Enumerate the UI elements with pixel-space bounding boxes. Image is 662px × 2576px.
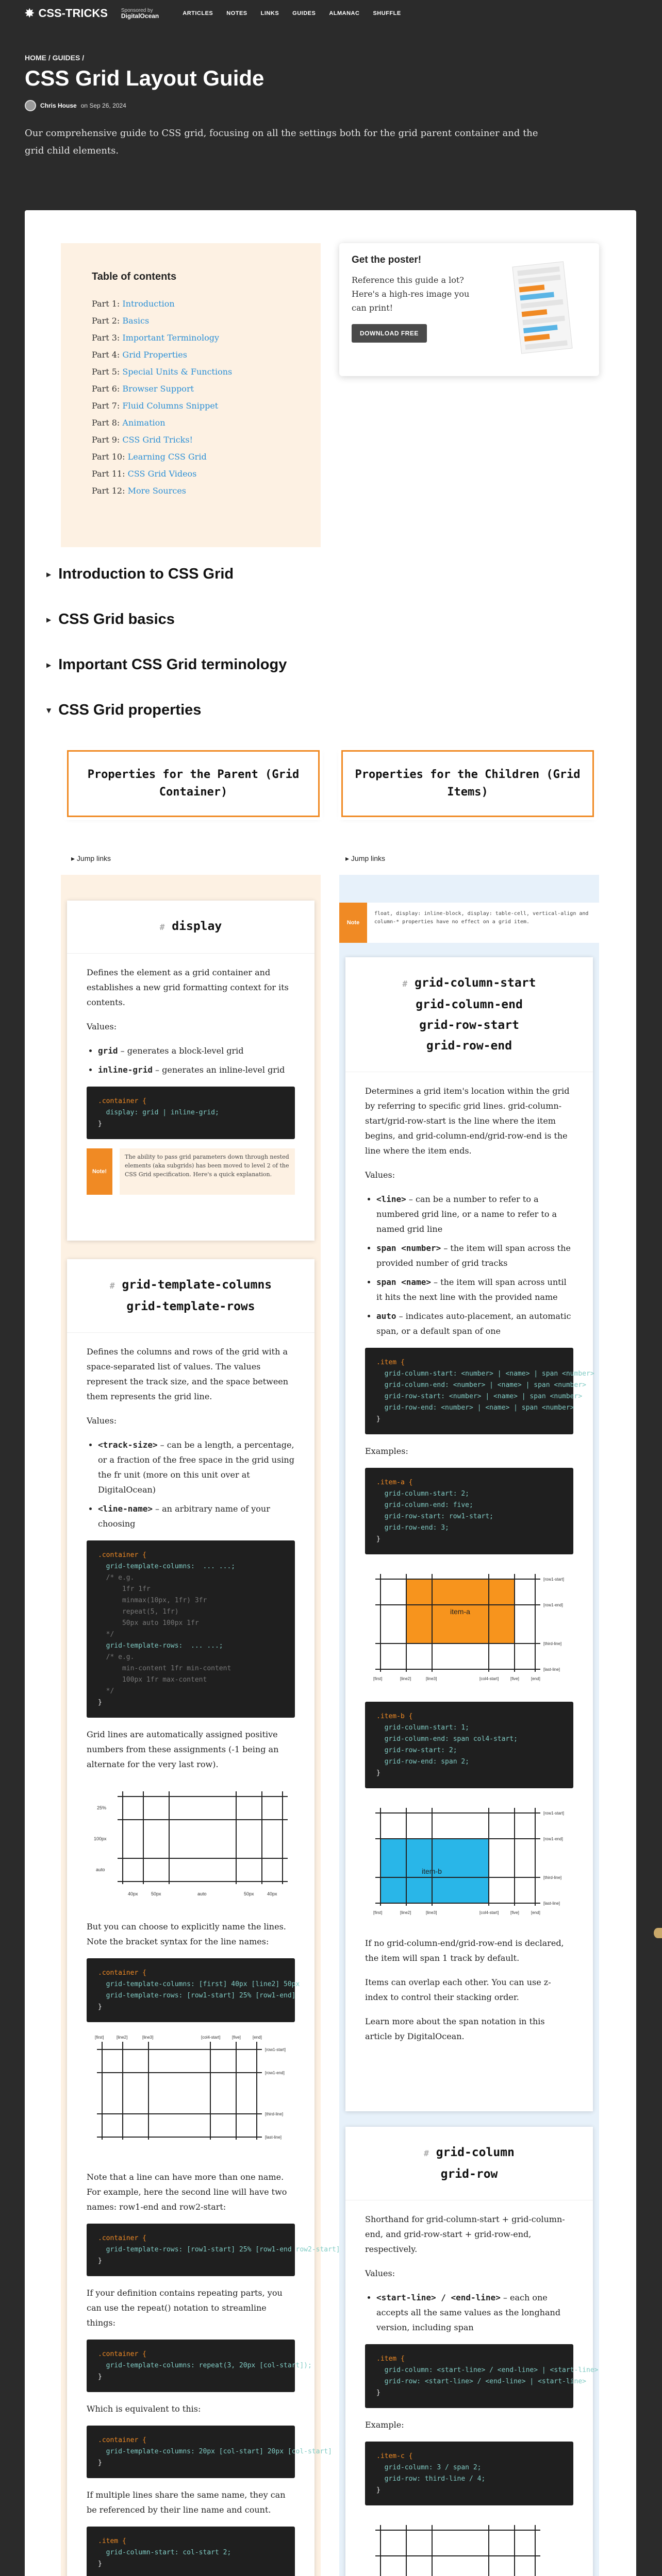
nav-links[interactable]: LINKS: [260, 10, 279, 16]
svg-text:[third-line]: [third-line]: [265, 2112, 284, 2116]
list-item: • <line> – can be a number to refer to a numbered grid line, or a name to refer to a named grid line: [376, 1192, 573, 1236]
list-item: • <line-name> – an arbitrary name of your choosing: [98, 1501, 295, 1531]
list-item: • auto – indicates auto-placement, an automatic span, or a default span of one: [376, 1309, 573, 1338]
svg-text:[col4-start]: [col4-start]: [201, 2035, 221, 2040]
list-item: • <start-line> / <end-line> – each one accepts all the same values as the longhand version, including span: [376, 2290, 573, 2335]
code-block[interactable]: .item-c { grid-column: 3 / span 2; grid-row: third-line / 4; }: [365, 2442, 573, 2505]
svg-text:[line3]: [line3]: [426, 1676, 437, 1681]
gcs-p3: Items can overlap each other. You can use z-index to control their stacking order.: [365, 1977, 551, 2002]
gc-desc: Shorthand for grid-column-start + grid-column-end, and grid-row-start + grid-row-end, respectively.: [365, 2214, 565, 2254]
poster-thumbnail[interactable]: [512, 261, 572, 354]
svg-text:[col4-start]: [col4-start]: [479, 1910, 499, 1915]
toc-item[interactable]: Part 5: Special Units & Functions: [92, 367, 233, 377]
display-heading: [67, 901, 315, 954]
section-basics[interactable]: [46, 611, 175, 628]
gc-values: [376, 2290, 573, 2335]
subgrid-note: [87, 1148, 295, 1195]
nav-shuffle[interactable]: SHUFFLE: [373, 10, 401, 16]
svg-text:[first]: [first]: [373, 1910, 383, 1915]
jump-links-parent[interactable]: ▸ Jump links: [71, 854, 111, 862]
main-article: [25, 210, 636, 2576]
display-desc: Defines the element as a grid container and establishes a new grid formatting context for its contents.: [87, 968, 289, 1007]
svg-text:[last-line]: [last-line]: [543, 1667, 560, 1672]
code-block[interactable]: .container { grid-template-columns: [first] 40px [line2] 50px grid-template-rows: [row1-start] 25% [row1-end] }: [87, 1958, 295, 2022]
table-of-contents: [61, 243, 321, 547]
examples-label: Examples:: [365, 1446, 408, 1456]
code-block[interactable]: .item-a { grid-column-start: 2; grid-column-end: five; grid-row-start: row1-start; grid-row-end: 3; }: [365, 1468, 573, 1554]
hash-link-icon[interactable]: #: [109, 1281, 115, 1291]
item-b-label: item-b: [422, 1867, 442, 1875]
intro-text: Our comprehensive guide to CSS grid, focusing on all the settings both for the grid parent container and the grid child elements.: [25, 128, 538, 156]
svg-text:[five]: [five]: [510, 1910, 519, 1915]
svg-text:[end]: [end]: [531, 1910, 540, 1915]
author-name[interactable]: Chris House: [40, 102, 77, 109]
parent-properties-box: [67, 750, 320, 817]
row-label: 25%: [97, 1805, 107, 1810]
sponsor-label: Sponsored by: [121, 8, 153, 13]
code-block[interactable]: .container { grid-template-columns: ... ...; /* e.g. 1fr 1fr minmax(10px, 1fr) 3fr repeat(5, 1fr) 50px auto 100px 1fr */ grid-template-rows: ... ...; /* e.g. min-content 1fr min-content 100px 1fr max-content */ }: [87, 1540, 295, 1718]
grid-template-heading: [67, 1259, 315, 1333]
nav-articles[interactable]: ARTICLES: [183, 10, 213, 16]
item-a-diagram: [365, 1564, 573, 1692]
list-item: • span <number> – the item will span across the provided number of grid tracks: [376, 1241, 573, 1270]
svg-text:[row1-start]: [row1-start]: [543, 1577, 565, 1582]
breadcrumb: [25, 54, 637, 62]
nav-guides[interactable]: GUIDES: [292, 10, 316, 16]
poster-heading: Get the poster!: [352, 255, 422, 265]
jump-links-children[interactable]: ▸ Jump links: [345, 854, 386, 862]
section-title: CSS Grid basics: [58, 611, 175, 628]
breadcrumb-separator: /: [46, 54, 53, 62]
svg-text:[last-line]: [last-line]: [265, 2135, 282, 2140]
jump-links-label: Jump links: [76, 854, 111, 862]
example-label: Example:: [365, 2420, 404, 2430]
svg-text:[row1-start]: [row1-start]: [543, 1811, 565, 1816]
top-bar: [0, 0, 662, 27]
hash-link-icon[interactable]: #: [159, 922, 165, 932]
template-p4: Note that a line can have more than one name. For example, here the second line will have two names: row1-end and row2-start:: [87, 2172, 287, 2212]
template-values: [98, 1437, 295, 1531]
poster-card: [339, 243, 599, 376]
code-block[interactable]: .item { grid-column-start: col-start 2; }: [87, 2527, 295, 2576]
svg-text:[first]: [first]: [373, 1676, 383, 1681]
site-logo[interactable]: [25, 7, 108, 20]
gcs-values: [376, 1192, 573, 1338]
named-lines-diagram: [87, 2031, 295, 2160]
hash-link-icon[interactable]: #: [424, 2148, 429, 2158]
toc-item[interactable]: Part 8: Animation: [92, 418, 166, 428]
template-desc: Defines the columns and rows of the grid with a space-separated list of values. The values represent the track size, and the space between them represents the grid line.: [87, 1347, 289, 1401]
grid-template-card: [67, 1259, 340, 2576]
display-card: [67, 901, 315, 1241]
svg-text:[col4-start]: [col4-start]: [479, 1676, 499, 1681]
toc-item[interactable]: Part 9: CSS Grid Tricks!: [92, 435, 193, 445]
item-c-diagram: [365, 2515, 573, 2576]
note-text: The ability to pass grid parameters down through nested elements (aka subgrids) has been moved to level 2 of the CSS Grid specification. Here's a quick explanation.: [120, 1148, 295, 1195]
col-label: 50px: [151, 1891, 161, 1896]
svg-text:[five]: [five]: [510, 1676, 519, 1681]
template-p2: Grid lines are automatically assigned positive numbers from these assignments (-1 being an alternate for the very last row).: [87, 1730, 279, 1769]
list-item: • span <name> – the item will span across until it hits the next line with the provided name: [376, 1275, 573, 1304]
gcs-p2: If no grid-column-end/grid-row-end is declared, the item will span 1 track by default.: [365, 1938, 564, 1963]
col-label: auto: [197, 1891, 207, 1896]
code-block[interactable]: .item-b { grid-column-start: 1; grid-column-end: span col4-start; grid-row-start: 2; grid-row-end: span 2; }: [365, 1702, 573, 1788]
svg-text:[row1-end]: [row1-end]: [265, 2071, 285, 2075]
toc-item[interactable]: Part 7: Fluid Columns Snippet: [92, 401, 219, 411]
svg-text:[line3]: [line3]: [142, 2035, 154, 2040]
avatar[interactable]: [25, 100, 36, 111]
list-item: • grid – generates a block-level grid: [98, 1043, 295, 1058]
template-p5: If your definition contains repeating parts, you can use the repeat() notation to streamline things:: [87, 2288, 283, 2328]
breadcrumb-home[interactable]: HOME: [25, 54, 46, 62]
code-block[interactable]: .item { grid-column-start: <number> | <name> | span <number> grid-column-end: <number> | <name> | span <number> grid-row-start: <number> | <name> | span <number> grid-row-end: <number> | <name> | span <number> }: [365, 1348, 573, 1434]
note-tag: Note: [339, 903, 367, 943]
chevron-right-icon: ▶: [46, 616, 52, 623]
chevron-down-icon: ▼: [46, 706, 52, 714]
breadcrumb-tail: /: [80, 54, 85, 62]
parent-properties-title: Properties for the Parent (Grid Container): [87, 768, 300, 799]
item-b-diagram: [365, 1798, 573, 1926]
svg-text:[row1-end]: [row1-end]: [543, 1603, 563, 1607]
page-title: CSS Grid Layout Guide: [25, 66, 264, 90]
poster-text: Reference this guide a lot? Here's a high-res image you can print!: [352, 275, 470, 313]
gcs-heading: # grid-column-start grid-column-end grid-row-start grid-row-end: [345, 957, 593, 1072]
template-p3: But you can choose to explicitly name the lines. Note the bracket syntax for the line names:: [87, 1922, 286, 1946]
scroll-handle[interactable]: [654, 1928, 662, 1938]
nav-notes[interactable]: NOTES: [226, 10, 247, 16]
post-date: on Sep 26, 2024: [80, 102, 126, 109]
svg-text:[line3]: [line3]: [426, 1910, 437, 1915]
grid-column-card: [345, 2127, 599, 2576]
toc-item[interactable]: Part 3: Important Terminology: [92, 333, 220, 343]
children-properties-box: [341, 750, 594, 817]
gc-heading: # grid-column grid-row: [345, 2127, 593, 2200]
nav-almanac[interactable]: ALMANAC: [329, 10, 360, 16]
gcs-p4: Learn more about the span notation in this article by DigitalOcean.: [365, 2016, 545, 2041]
list-item: • inline-grid – generates an inline-level grid: [98, 1062, 295, 1077]
section-intro[interactable]: [46, 566, 234, 583]
list-item: • <track-size> – can be a length, a percentage, or a fraction of the free space in the grid using the fr unit (more on this unit over at DigitalOcean): [98, 1437, 295, 1497]
main-nav: [183, 10, 401, 16]
children-properties-title: Properties for the Children (Grid Items): [355, 768, 581, 799]
code-block[interactable]: .container { grid-template-columns: repeat(3, 20px [col-start]); }: [87, 2340, 295, 2392]
item-a-label: item-a: [450, 1607, 470, 1616]
grid-column-start-card: [345, 957, 593, 2111]
svg-text:[line2]: [line2]: [117, 2035, 128, 2040]
download-button[interactable]: DOWNLOAD FREE: [352, 324, 427, 343]
template-p6: Which is equivalent to this:: [87, 2404, 201, 2414]
svg-text:[end]: [end]: [531, 1676, 540, 1681]
section-title: Introduction to CSS Grid: [58, 566, 234, 582]
toc-item[interactable]: Part 4: Grid Properties: [92, 350, 187, 360]
code-block[interactable]: .container { display: grid | inline-grid; }: [87, 1087, 295, 1139]
toc-item[interactable]: Part 1: Introduction: [92, 299, 175, 309]
row-label: 100px: [94, 1836, 107, 1841]
toc-item[interactable]: Part 6: Browser Support: [92, 384, 194, 394]
property-title: grid-template-rows: [126, 1300, 255, 1313]
toc-list: [92, 295, 290, 499]
jump-links-label: Jump links: [351, 854, 386, 862]
star-icon: ✸: [25, 7, 35, 20]
logo-text: CSS-TRICKS: [38, 7, 108, 20]
svg-text:[last-line]: [last-line]: [543, 1901, 560, 1906]
section-title: CSS Grid properties: [58, 702, 202, 718]
values-label: Values:: [87, 1022, 117, 1031]
note-tag: Note!: [87, 1148, 112, 1195]
code-block[interactable]: .item { grid-column: <start-line> / <end-line> | <start-line> grid-row: <start-line> / <end-line> | <start-line> }: [365, 2344, 573, 2408]
svg-text:[line2]: [line2]: [400, 1910, 411, 1915]
values-label: Values:: [87, 1416, 117, 1426]
byline: [25, 100, 637, 111]
values-label: Values:: [365, 2268, 395, 2278]
col-label: 40px: [128, 1891, 138, 1896]
svg-text:[first]: [first]: [95, 2035, 104, 2040]
toc-item[interactable]: Part 11: CSS Grid Videos: [92, 469, 197, 479]
col-label: 40px: [267, 1891, 277, 1896]
toc-item[interactable]: Part 10: Learning CSS Grid: [92, 452, 207, 462]
chevron-right-icon: ▶: [46, 661, 52, 669]
section-properties[interactable]: [46, 702, 201, 719]
code-block[interactable]: .container { grid-template-columns: 20px [col-start] 20px [col-start] }: [87, 2426, 295, 2478]
svg-text:[row1-end]: [row1-end]: [543, 1837, 563, 1841]
hash-link-icon[interactable]: #: [402, 979, 408, 989]
breadcrumb-guides[interactable]: GUIDES: [52, 54, 80, 62]
section-terminology[interactable]: [46, 656, 287, 673]
property-title: display: [172, 920, 222, 933]
code-block[interactable]: .container { grid-template-rows: [row1-start] 25% [row1-end row2-start] }: [87, 2224, 295, 2276]
property-title: grid-template-columns: [122, 1278, 272, 1292]
svg-text:[row1-start]: [row1-start]: [265, 2047, 286, 2052]
toc-heading: Table of contents: [92, 271, 177, 282]
svg-text:[third-line]: [third-line]: [543, 1641, 562, 1646]
template-p7: If multiple lines share the same name, they can be referenced by their line name and count.: [87, 2490, 286, 2515]
values-label: Values:: [365, 1170, 395, 1180]
sponsor-brand: DigitalOcean: [121, 12, 159, 20]
svg-text:[five]: [five]: [232, 2035, 241, 2040]
note-text: float, display: inline-block, display: table-cell, vertical-align and column-* properties have no effect on a grid item.: [367, 903, 599, 943]
toc-item[interactable]: Part 2: Basics: [92, 316, 150, 326]
svg-text:[end]: [end]: [253, 2035, 262, 2040]
grid-item-note: [339, 903, 599, 943]
section-title: Important CSS Grid terminology: [58, 656, 287, 673]
toc-item[interactable]: Part 12: More Sources: [92, 486, 186, 496]
chevron-right-icon: ▶: [46, 570, 52, 578]
svg-text:[third-line]: [third-line]: [543, 1875, 562, 1880]
gcs-desc: Determines a grid item's location within the grid by referring to specific grid lines. grid-column-start/grid-row-start is the line where the item begins, and grid-column-end/grid-row-end is the line where the item ends.: [365, 1086, 570, 1156]
row-label: auto: [96, 1867, 105, 1872]
svg-text:[line2]: [line2]: [400, 1676, 411, 1681]
sponsor-badge[interactable]: [121, 8, 159, 19]
grid-lines-diagram: [87, 1781, 295, 1910]
col-label: 50px: [244, 1891, 254, 1896]
display-values: [98, 1043, 295, 1077]
